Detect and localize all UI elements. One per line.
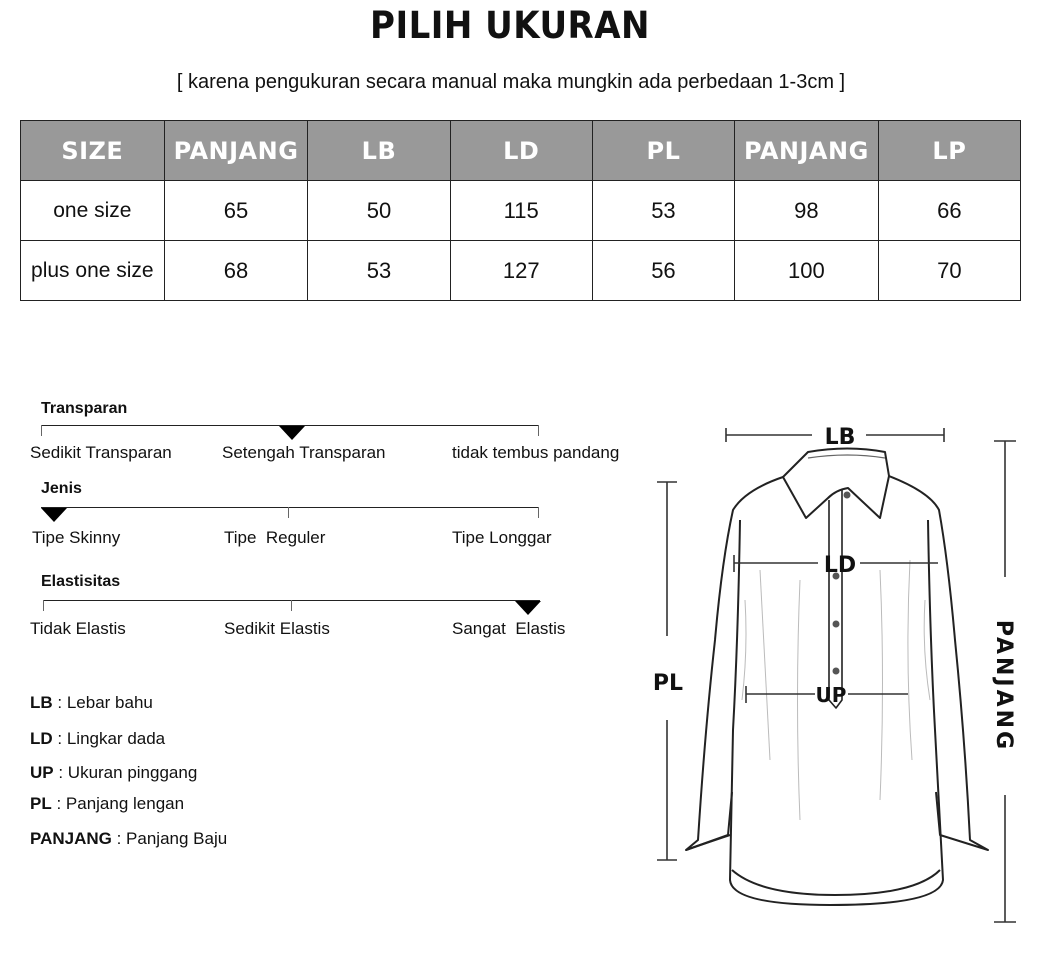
scale-label: Sangat Elastis — [452, 619, 566, 638]
legend-abbr: LB — [30, 693, 53, 712]
scale-label: Sedikit Elastis — [224, 619, 330, 638]
cell: 65 — [164, 181, 308, 241]
label-ld: LD — [823, 553, 857, 578]
label-up: UP — [815, 683, 847, 707]
header-panjang: PANJANG — [164, 121, 308, 181]
header-pl: PL — [592, 121, 734, 181]
button-icon — [844, 492, 851, 499]
cell: 53 — [592, 181, 734, 241]
cell: one size — [21, 181, 165, 241]
header-lp: LP — [878, 121, 1020, 181]
scale-label: tidak tembus pandang — [452, 443, 620, 462]
scale-title: Elastisitas — [41, 573, 121, 590]
scale-title: Transparan — [41, 400, 128, 417]
header-ld: LD — [450, 121, 592, 181]
legend-abbr: PANJANG — [30, 829, 112, 848]
scale-label: Tipe Skinny — [32, 528, 121, 547]
legend-abbr: UP — [30, 763, 54, 782]
legend-abbr: PL — [30, 794, 52, 813]
cell: 115 — [450, 181, 592, 241]
legend-desc: : Panjang lengan — [51, 794, 185, 813]
legend-desc: : Lingkar dada — [52, 729, 166, 748]
cell: 66 — [878, 181, 1020, 241]
page-title: PILIH UKURAN — [370, 4, 650, 47]
scale-label: Tipe Reguler — [224, 528, 326, 547]
scale-label: Sedikit Transparan — [30, 443, 172, 462]
shirt-outline-icon — [686, 449, 988, 906]
scale-label: Setengah Transparan — [222, 443, 386, 462]
cell: 100 — [735, 241, 879, 301]
scale-title: Jenis — [41, 480, 82, 497]
header-lb: LB — [308, 121, 450, 181]
legend-desc: : Panjang Baju — [111, 829, 228, 848]
cell: 70 — [878, 241, 1020, 301]
cell: 50 — [308, 181, 450, 241]
legend-desc: : Ukuran pinggang — [53, 763, 198, 782]
cell: 53 — [308, 241, 450, 301]
cell: 68 — [164, 241, 308, 301]
header-size: SIZE — [21, 121, 165, 181]
scale-label: Tipe Longgar — [452, 528, 552, 547]
label-lb: LB — [824, 425, 856, 450]
cell: 56 — [592, 241, 734, 301]
cell: 98 — [735, 181, 879, 241]
button-icon — [833, 621, 840, 628]
cell: 127 — [450, 241, 592, 301]
label-pl: PL — [652, 671, 684, 696]
legend-desc: : Lebar bahu — [52, 693, 153, 712]
measurement-note: [ karena pengukuran secara manual maka mungkin ada perbedaan 1-3cm ] — [176, 71, 846, 93]
label-panjang: PANJANG — [991, 619, 1016, 753]
scale-label: Tidak Elastis — [30, 619, 126, 638]
cell: plus one size — [21, 241, 165, 301]
header-panjang-2: PANJANG — [735, 121, 879, 181]
legend-abbr: LD — [30, 729, 53, 748]
button-icon — [833, 668, 840, 675]
